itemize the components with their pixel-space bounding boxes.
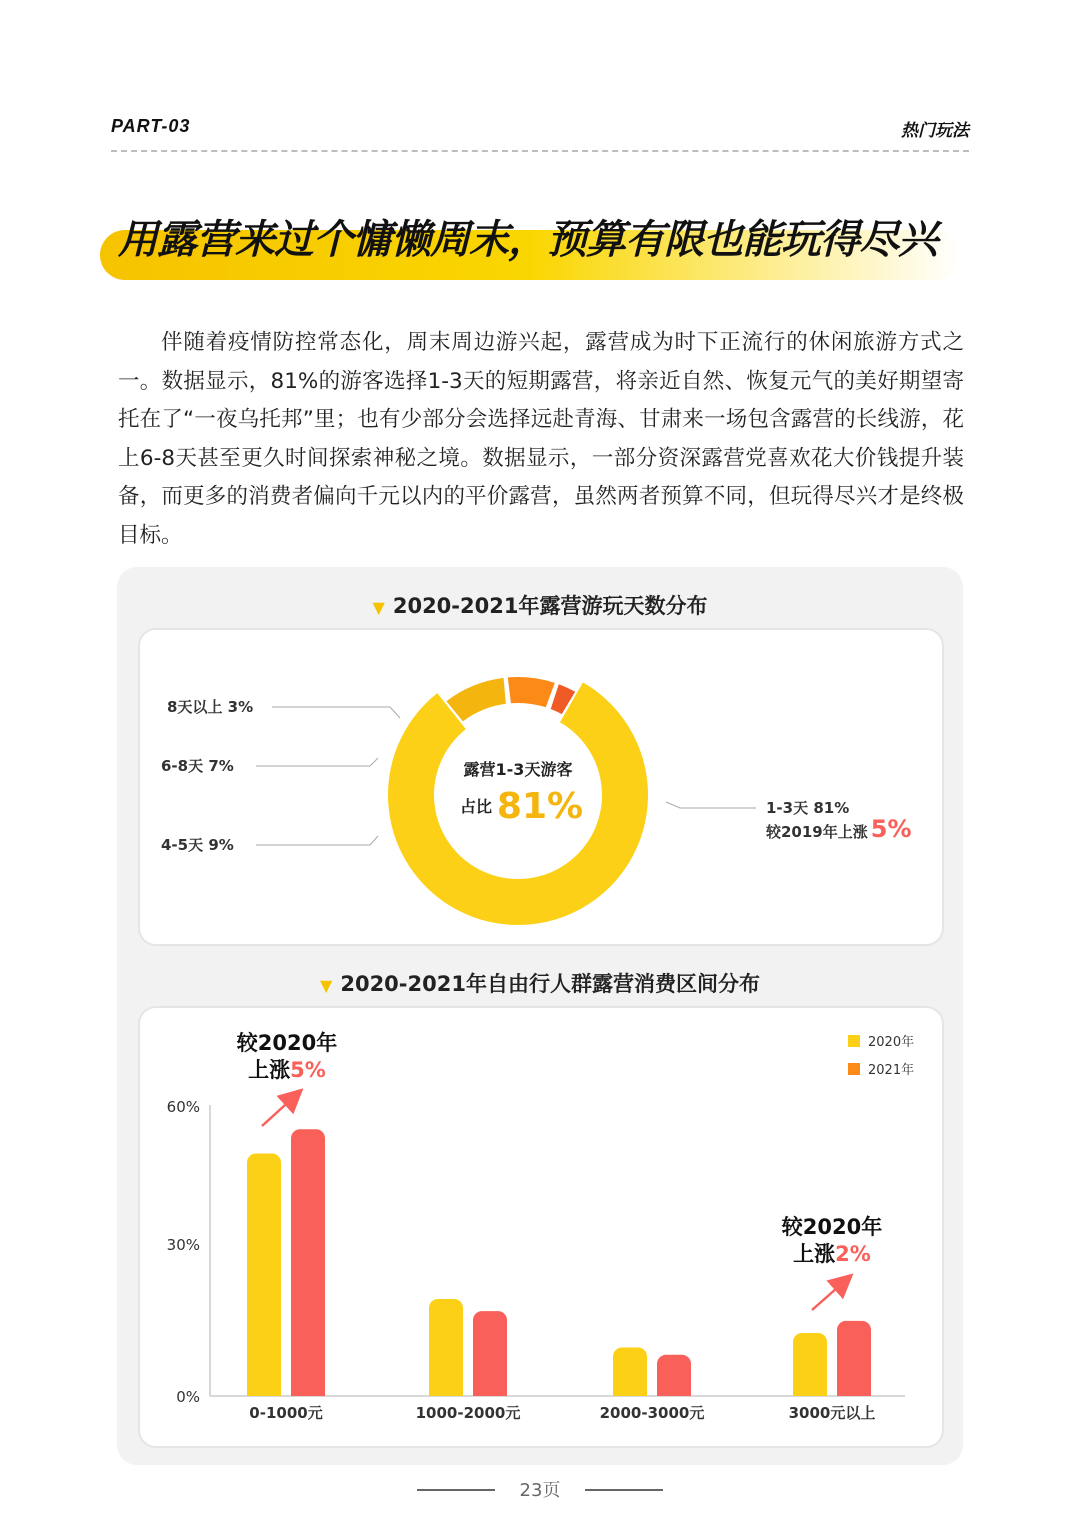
annotation-rise-value: 5% xyxy=(290,1058,326,1082)
annotation-line1: 较2020年 xyxy=(236,1031,338,1055)
annotation-rise-text: 上涨 xyxy=(793,1242,836,1266)
label-6-8-days: 6-8天 7% xyxy=(161,757,234,775)
annotation-rise-value: 2% xyxy=(835,1242,871,1266)
y-tick-label: 0% xyxy=(176,1388,200,1406)
x-tick-label: 3000元以上 xyxy=(788,1404,876,1422)
leader-line xyxy=(256,836,378,845)
page-title: 用露营来过个慵懒周末，预算有限也能玩得尽兴 xyxy=(118,217,937,263)
donut-center-value: 81% xyxy=(496,786,584,827)
annotation-line2 xyxy=(248,1058,326,1082)
leader-line xyxy=(272,707,400,718)
bar-base xyxy=(613,1386,647,1396)
growth-text: 较2019年上涨 xyxy=(766,823,868,841)
growth-value: 5% xyxy=(870,815,912,843)
legend-swatch-2020 xyxy=(848,1035,860,1047)
bar-base xyxy=(793,1386,827,1396)
bar-base xyxy=(247,1386,281,1396)
legend-swatch-2021 xyxy=(848,1063,860,1075)
annotation-line1: 较2020年 xyxy=(781,1215,883,1239)
x-tick-label: 2000-3000元 xyxy=(599,1404,705,1422)
bar-base xyxy=(657,1386,691,1396)
leader-line xyxy=(666,802,756,808)
donut-slice-6-8-days xyxy=(508,677,555,707)
footer-line-right xyxy=(585,1489,663,1491)
up-arrow-icon xyxy=(262,1095,296,1126)
legend-label-2021: 2021年 xyxy=(868,1063,915,1078)
x-tick-label: 0-1000元 xyxy=(249,1404,323,1422)
annotation-rise-text: 上涨 xyxy=(248,1058,291,1082)
triangle-icon: ▼ xyxy=(320,976,333,995)
page-number: 23页 xyxy=(519,1480,561,1501)
bar-base xyxy=(429,1386,463,1396)
bar-base xyxy=(473,1386,507,1396)
bars xyxy=(247,1129,871,1396)
x-tick-label: 1000-2000元 xyxy=(415,1404,521,1422)
bar-2020-1 xyxy=(429,1299,463,1396)
annotation-line2 xyxy=(793,1242,871,1266)
leader-line xyxy=(256,758,378,766)
y-tick-label: 60% xyxy=(166,1098,200,1116)
donut-title-text: 2020-2021年露营游玩天数分布 xyxy=(392,594,708,618)
bar-2021-3 xyxy=(837,1321,871,1396)
bar-2020-0 xyxy=(247,1154,281,1397)
label-1-3-days: 1-3天 81% xyxy=(766,799,850,817)
up-arrow-icon xyxy=(812,1280,846,1310)
bar-title-text: 2020-2021年自由行人群露营消费区间分布 xyxy=(340,972,760,996)
bar-2021-0 xyxy=(291,1129,325,1396)
label-1-3-days-growth xyxy=(765,815,912,843)
donut-center-line1: 露营1-3天游客 xyxy=(463,760,573,779)
y-tick-label: 30% xyxy=(166,1236,200,1254)
label-4-5-days: 4-5天 9% xyxy=(161,836,234,854)
triangle-icon: ▼ xyxy=(372,598,385,617)
donut-center-prefix: 占比 xyxy=(459,797,493,816)
section-label: 热门玩法 xyxy=(901,121,969,141)
legend-label-2020: 2020年 xyxy=(868,1035,915,1050)
bar-base xyxy=(837,1386,871,1396)
bar-2021-1 xyxy=(473,1311,507,1396)
donut-slice-4-5-days xyxy=(446,678,505,721)
bar-base xyxy=(291,1386,325,1396)
part-label: PART-03 xyxy=(111,116,191,136)
body-paragraph: 伴随着疫情防控常态化，周末周边游兴起，露营成为时下正流行的休闲旅游方式之一。数据显示，81%的游客选择1-3天的短期露营，将亲近自然、恢复元气的美好期望寄托在了“一夜乌托邦”里；也有少部分会选择远赴青海、甘肃来一场包含露营的长线游，花上6-8天甚至更久时间探索神秘之境。数据显示，一部分资深露营党喜欢花大价钱提升装备，而更多的消费者偏向千元以内的平价露营，虽然两者预算不同，但玩得尽兴才是终极目标。 xyxy=(118,330,964,548)
label-8plus-days: 8天以上 3% xyxy=(167,698,254,716)
